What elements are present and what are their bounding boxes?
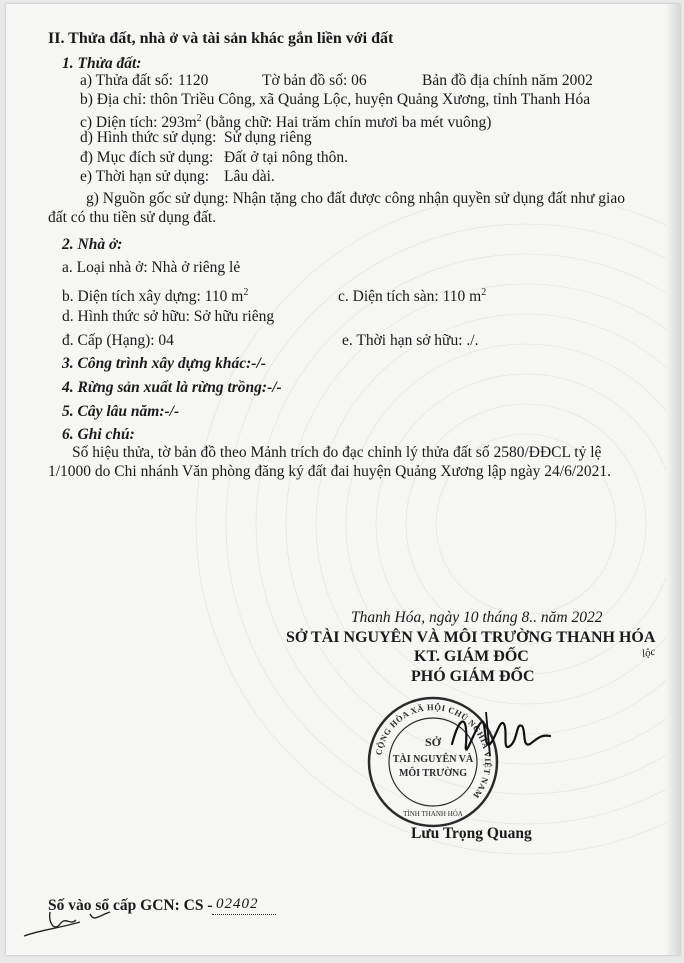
svg-text:TỈNH THANH HÓA: TỈNH THANH HÓA [403,810,463,818]
deputy-director: PHÓ GIÁM ĐỐC [411,668,535,685]
page-fold-shadow [666,4,680,955]
land-area-suffix: (bằng chữ: Hai trăm chín mươi ba mét vuông) [201,114,492,132]
signer-name: Lưu Trọng Quang [411,825,532,842]
issuing-agency: SỞ TÀI NGUYÊN VÀ MÔI TRƯỜNG THANH HÓA [286,629,656,646]
land-map-sheet: Tờ bản đồ số: 06 [262,72,367,89]
land-use-form-label: d) Hình thức sử dụng: [80,129,217,146]
house-floor-area-sup: 2 [481,287,487,298]
house-floor-area [338,284,486,306]
note-line2: 1/1000 do Chi nhánh Văn phòng đăng ký đất đai huyện Quảng Xương lập ngày 24/6/2021. [48,463,612,480]
house-ownership-term: e. Thời hạn sở hữu: ./. [342,332,479,349]
house-floor-area-text: c. Diện tích sàn: 110 m [338,288,482,306]
land-parcel-number: 1120 [178,72,209,89]
svg-text:CỘNG HÒA XÃ HỘI CHỦ NGHĨA VIỆT: CỘNG HÒA XÃ HỘI CHỦ NGHĨA VIỆT NAM [373,701,494,801]
house-build-area-text: b. Diện tích xây dựng: 110 m [62,288,244,306]
svg-text:TÀI NGUYÊN VÀ: TÀI NGUYÊN VÀ [392,754,474,765]
margin-initial: lộc [640,645,657,661]
house-heading: 2. Nhà ở: [62,236,123,253]
kt-director: KT. GIÁM ĐỐC [414,648,529,665]
section-title: II. Thửa đất, nhà ở và tài sản khác gắn liền với đất [48,30,394,47]
land-use-term-value: Lâu dài. [224,168,275,185]
forest: 4. Rừng sản xuất là rừng trồng:-/- [62,379,282,396]
house-type: a. Loại nhà ở: Nhà ở riêng lẻ [62,259,241,276]
land-use-purpose-label: đ) Mục đích sử dụng: [80,149,214,166]
land-map-year: Bản đồ địa chính năm 2002 [422,72,593,89]
land-use-term-label: e) Thời hạn sử dụng: [80,168,210,185]
house-build-area [62,284,248,306]
land-area-prefix: c) Diện tích: 293m [80,114,197,132]
house-ownership-form: d. Hình thức sở hữu: Sở hữu riêng [62,308,275,325]
place-date: Thanh Hóa, ngày 10 tháng 8.. năm 2022 [351,609,603,626]
note-heading: 6. Ghi chú: [62,426,135,443]
handwritten-signature [446,704,556,774]
registry-label: Số vào sổ cấp GCN: CS - [48,897,213,914]
land-origin-line1: g) Nguồn gốc sử dụng: Nhận tặng cho đất được công nhận quyền sử dụng đất như giao [86,190,625,207]
land-parcel-label: a) Thửa đất số: [80,72,173,89]
svg-text:SỞ: SỞ [424,735,442,749]
other-construction: 3. Công trình xây dựng khác:-/- [62,355,266,372]
certificate-page [6,4,680,955]
house-build-area-sup: 2 [243,287,249,298]
land-heading: 1. Thửa đất: [62,55,142,72]
land-area-sup: 2 [196,113,202,124]
perennial-trees: 5. Cây lâu năm:-/- [62,403,180,420]
land-use-purpose-value: Đất ở tại nông thôn. [224,149,348,166]
registry-initials [20,902,130,942]
svg-text:MÔI TRƯỜNG: MÔI TRƯỜNG [398,768,468,779]
note-line1: Số hiệu thửa, tờ bản đồ theo Mảnh trích đo đạc chỉnh lý thửa đất số 2580/ĐĐCL tỷ lệ [72,444,602,461]
land-use-form-value: Sử dụng riêng [224,129,312,146]
registry-number-underline [212,914,276,915]
land-address: b) Địa chỉ: thôn Triều Công, xã Quảng Lộc, huyện Quảng Xương, tỉnh Thanh Hóa [80,91,591,108]
house-grade: đ. Cấp (Hạng): 04 [62,332,174,349]
land-origin-line2: đất có thu tiền sử dụng đất. [48,209,217,226]
registry-number: 02402 [216,896,259,912]
